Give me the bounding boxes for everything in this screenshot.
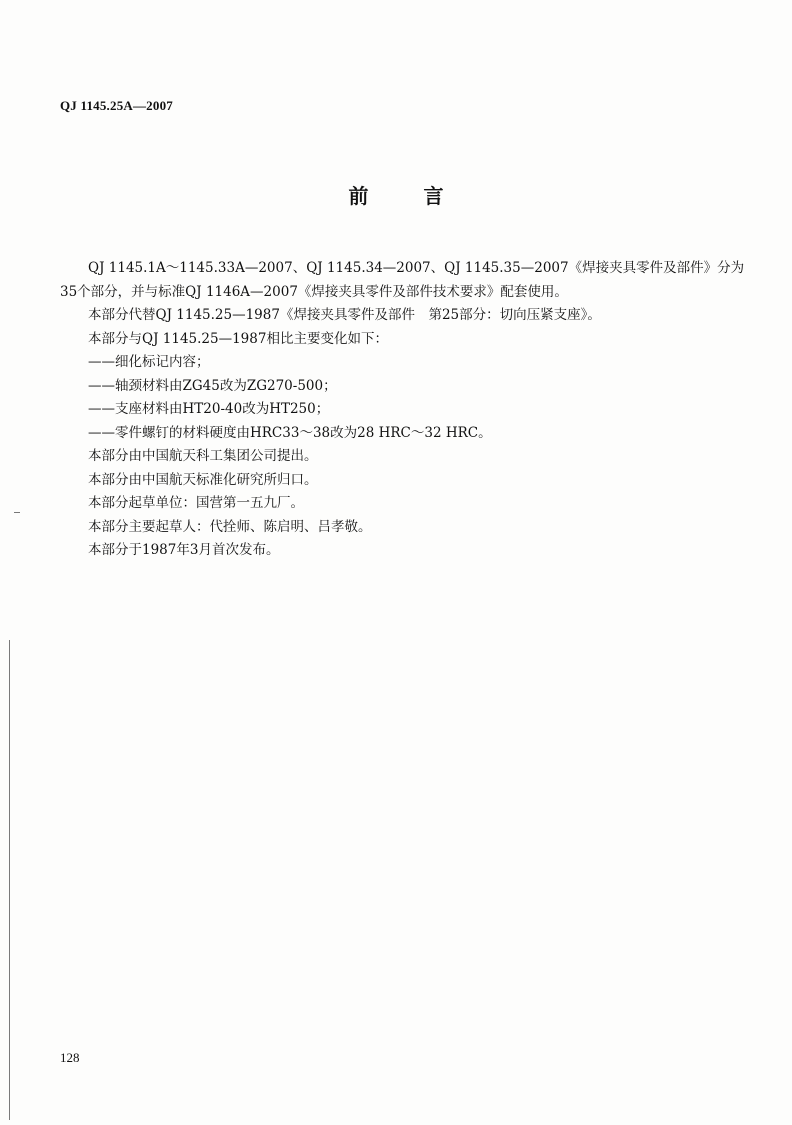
standard-code-header: QJ 1145.25A—2007 <box>60 98 173 113</box>
margin-tick-mark <box>14 512 20 513</box>
paragraph: 本部分由中国航天科工集团公司提出。 <box>88 448 318 464</box>
binding-edge-line <box>9 640 10 1120</box>
page-number: 128 <box>60 1050 80 1065</box>
paragraph: 本部分主要起草人：代拴师、陈启明、吕孝敬。 <box>88 518 372 535</box>
paragraph: 本部分由中国航天标准化研究所归口。 <box>88 471 318 488</box>
change-list-item: ——细化标记内容； <box>88 354 210 370</box>
change-list-item: ——支座材料由HT20-40改为HT250； <box>88 401 330 417</box>
paragraph: 本部分于1987年3月首次发布。 <box>88 542 280 558</box>
section-title: 前 言 <box>348 184 468 208</box>
change-list-item: ——零件螺钉的材料硬度由HRC33～38改为28 HRC～32 HRC。 <box>88 424 492 441</box>
change-list-item: ——轴颈材料由ZG45改为ZG270-500； <box>88 377 337 394</box>
paragraph-continuation: 35个部分，并与标准QJ 1146A—2007《焊接夹具零件及部件技术要求》配套使用。 <box>60 283 568 300</box>
paragraph: 本部分代替QJ 1145.25—1987《焊接夹具零件及部件 第25部分：切向压紧支座》。 <box>88 307 601 323</box>
paragraph: 本部分与QJ 1145.25—1987相比主要变化如下： <box>88 330 388 347</box>
foreword-body <box>60 257 745 563</box>
paragraph: 本部分起草单位：国营第一五九厂。 <box>88 495 304 511</box>
paragraph: QJ 1145.1A～1145.33A—2007、QJ 1145.34—2007、QJ 1145.35—2007《焊接夹具零件及部件》分为 <box>88 260 745 276</box>
